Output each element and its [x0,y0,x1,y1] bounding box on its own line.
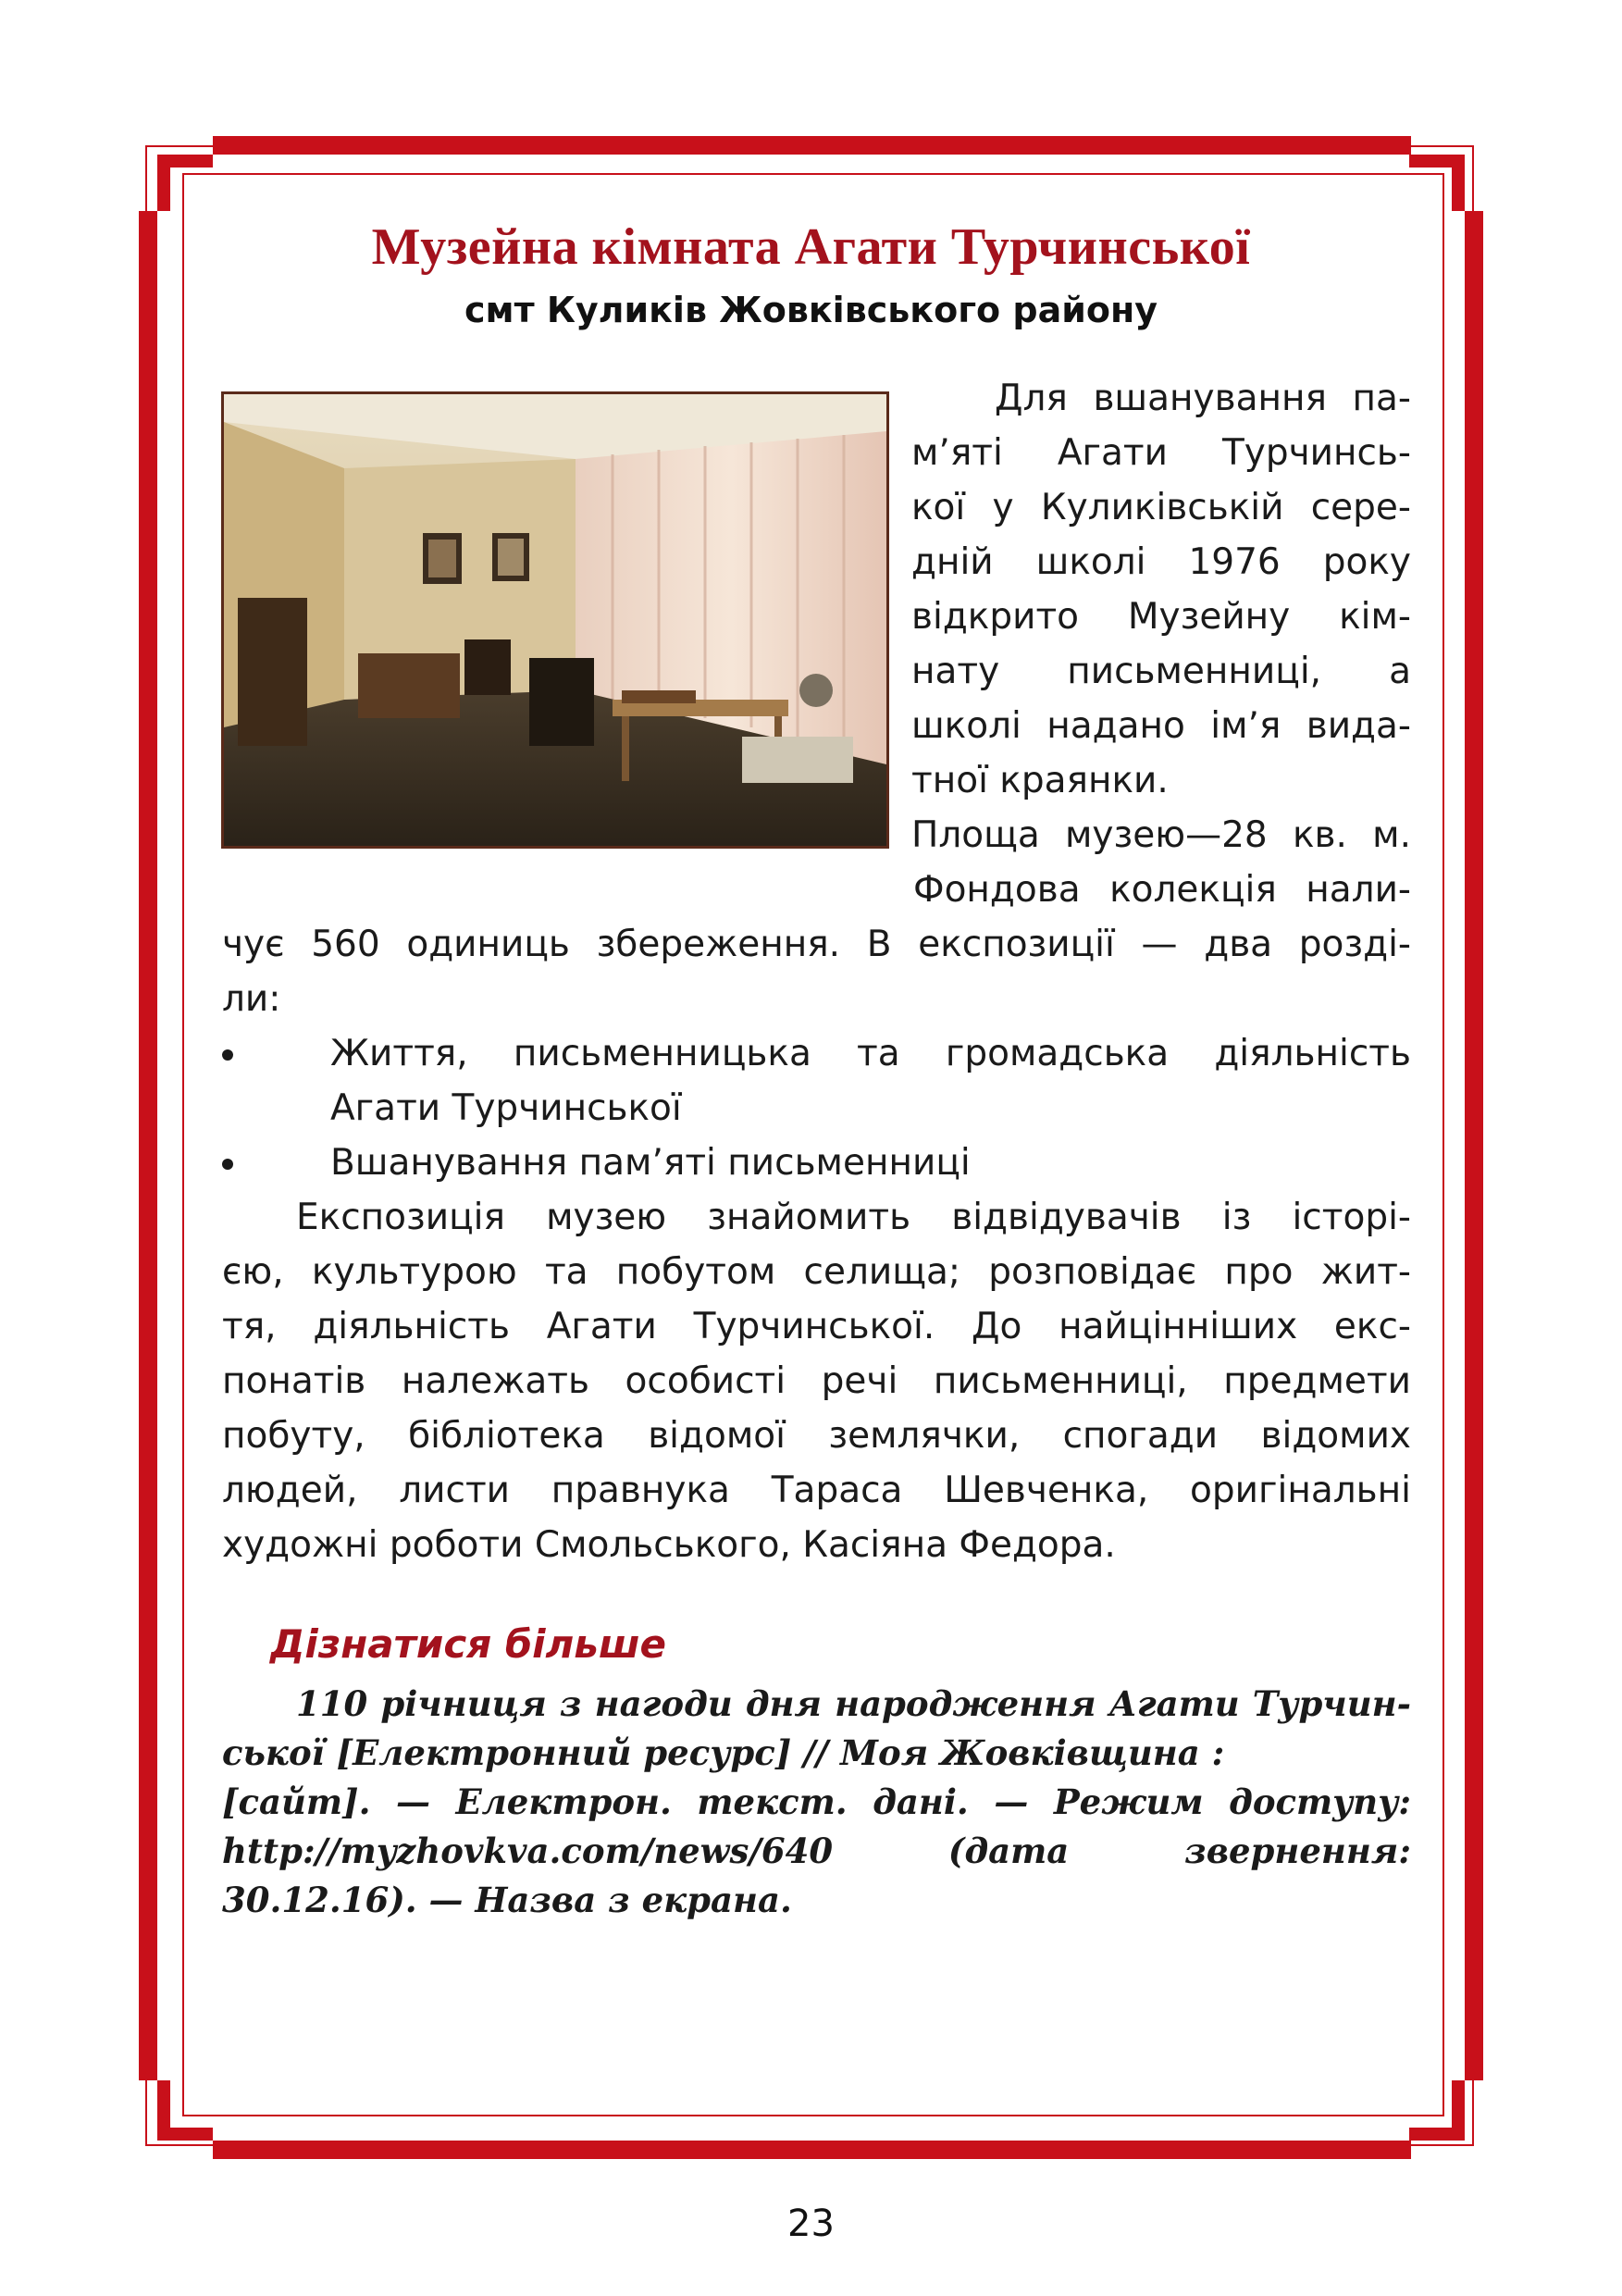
text-line: школі надано ім’я вида- [911,705,1411,747]
text-line: тної краянки. [911,760,1169,801]
frame-corner-tr-v [1452,155,1465,211]
text-line: Фондова колекція нали- [913,869,1411,911]
text-line: людей, листи правнука Тараса Шевченка, оригінальні [222,1470,1411,1511]
text-line: кої у Куликівській сере- [911,487,1411,528]
reference-link[interactable]: http://myzhovkva.com/news/640 (дата звернення: [222,1831,1411,1871]
frame-bottom-bar [213,2141,1411,2159]
museum-room-photo [221,391,889,849]
reference-line: 30.12.16). — Назва з екрана. [222,1880,792,1920]
text-line: художні роботи Смольського, Касіяна Федора. [222,1524,1116,1566]
page-title: Музейна кімната Агати Турчинської [371,218,1251,276]
bullet-icon [222,1159,233,1170]
text-line: побуту, бібліотека відомої землячки, спогади відомих [222,1415,1411,1457]
text-line: відкрито Музейну кім- [911,596,1411,638]
text-line: тя, діяльність Агати Турчинської. До найцінніших екс- [222,1306,1411,1347]
bullet-icon [222,1049,233,1061]
page-number: 23 [787,2203,835,2245]
bullet-item: Вшанування пам’яті письменниці [330,1142,971,1184]
text-line: дній школі 1976 року [911,541,1411,583]
frame-right-bar [1465,211,1483,2080]
text-line: Площа музею—28 кв. м. [911,814,1411,856]
text-line: понатів належать особисті речі письменниці, предмети [222,1360,1411,1402]
text-line: єю, культурою та побутом селища; розповідає про жит- [222,1251,1411,1293]
text-line: нату письменниці, а [911,651,1411,692]
bullet-item: Життя, письменницька та громадська діяльність [330,1033,1411,1074]
text-line: Для вшанування па- [995,378,1411,419]
bullet-item-continued: Агати Турчинської [330,1087,682,1129]
page-subtitle: смт Куликів Жовківського району [464,290,1158,330]
text-line: Експозиція музею знайомить відвідувачів із історі- [296,1197,1411,1238]
frame-corner-bl-v [157,2080,170,2141]
reference-line: ської [Електронний ресурс] // Моя Жовківщина : [222,1732,1225,1773]
text-line: чує 560 одиниць збереження. В експозиції — два розді- [222,924,1411,965]
frame-corner-tl-v [157,155,170,211]
learn-more-heading: Дізнатися більше [270,1621,666,1667]
reference-line: 110 річниця з нагоди дня народження Агати Турчин- [296,1683,1411,1724]
frame-top-bar [213,136,1411,155]
text-line: ли: [222,978,281,1020]
frame-left-bar [139,211,157,2080]
text-line: м’яті Агати Турчинсь- [911,432,1411,474]
frame-corner-br-v [1452,2080,1465,2141]
reference-line: [сайт]. — Електрон. текст. дані. — Режим доступу: [222,1781,1411,1822]
